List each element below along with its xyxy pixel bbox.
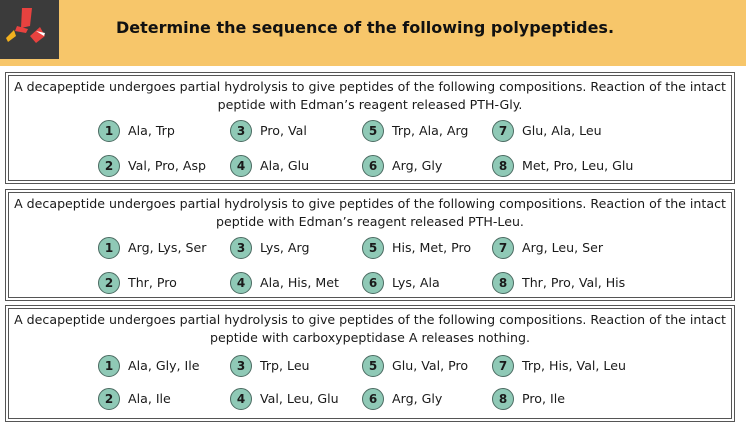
fragment-number-badge: 4 (230, 155, 252, 177)
problem-panel-1 (5, 72, 735, 184)
fragment-number-badge: 3 (230, 355, 252, 377)
fragment-number-badge: 7 (492, 120, 514, 142)
fragment-composition: Pro, Ile (522, 391, 565, 406)
fragment-composition: Val, Leu, Glu (260, 391, 339, 406)
fragment-number-badge: 2 (98, 388, 120, 410)
fragment-number-badge: 1 (98, 120, 120, 142)
fragment-composition: Ala, Ile (128, 391, 171, 406)
fragment-composition: Pro, Val (260, 123, 307, 138)
problem-statement: A decapeptide undergoes partial hydrolysis to give peptides of the following compositions. Reaction of the intact peptide with Edman’s reagent released PTH-Gly. (14, 79, 726, 112)
fragment-number-badge: 3 (230, 237, 252, 259)
title-banner (0, 0, 746, 66)
fragment-composition: Thr, Pro, Val, His (522, 275, 626, 290)
fragment-number-badge: 2 (98, 272, 120, 294)
problem-panel-3 (5, 305, 735, 422)
fragment-number-badge: 8 (492, 272, 514, 294)
fragment-number-badge: 8 (492, 155, 514, 177)
fragment-composition: Glu, Ala, Leu (522, 123, 602, 138)
fragment-composition: Val, Pro, Asp (128, 158, 207, 173)
fragment-number-badge: 4 (230, 272, 252, 294)
fragment-number-badge: 5 (362, 120, 384, 142)
fragment-composition: Trp, Ala, Arg (392, 123, 469, 138)
fragment-composition: Ala, Glu (260, 158, 310, 173)
fragment-number-badge: 3 (230, 120, 252, 142)
fragment-number-badge: 7 (492, 355, 514, 377)
fragment-composition: Lys, Ala (392, 275, 440, 290)
fragment-number-badge: 6 (362, 388, 384, 410)
fragment-composition: His, Met, Pro (392, 240, 472, 255)
fragment-composition: Glu, Val, Pro (392, 358, 469, 373)
fragment-composition: Arg, Lys, Ser (128, 240, 207, 255)
fragment-number-badge: 5 (362, 355, 384, 377)
fragment-number-badge: 1 (98, 237, 120, 259)
fragment-number-badge: 4 (230, 388, 252, 410)
page-title: Determine the sequence of the following polypeptides. (115, 18, 615, 37)
fragment-composition: Lys, Arg (260, 240, 310, 255)
problem-statement: A decapeptide undergoes partial hydrolysis to give peptides of the following compositions. Reaction of the intact peptide with Edman’s reagent released PTH-Leu. (14, 196, 726, 229)
problem-panel-2 (5, 189, 735, 301)
fragment-number-badge: 5 (362, 237, 384, 259)
problem-statement: A decapeptide undergoes partial hydrolysis to give peptides of the following compositions. Reaction of the intact peptide with carboxypeptidase A releases nothing. (14, 312, 726, 345)
fragment-number-badge: 6 (362, 155, 384, 177)
fragment-composition: Ala, His, Met (260, 275, 339, 290)
fragment-composition: Met, Pro, Leu, Glu (522, 158, 634, 173)
fragment-composition: Arg, Leu, Ser (522, 240, 604, 255)
fragment-composition: Trp, His, Val, Leu (522, 358, 626, 373)
fragment-composition: Trp, Leu (260, 358, 310, 373)
fragment-composition: Thr, Pro (128, 275, 177, 290)
fragment-number-badge: 2 (98, 155, 120, 177)
fragment-number-badge: 1 (98, 355, 120, 377)
logo-icon (0, 0, 59, 59)
fragment-composition: Ala, Gly, Ile (128, 358, 200, 373)
fragment-number-badge: 8 (492, 388, 514, 410)
fragment-number-badge: 6 (362, 272, 384, 294)
fragment-composition: Arg, Gly (392, 391, 443, 406)
fragment-composition: Arg, Gly (392, 158, 443, 173)
fragment-number-badge: 7 (492, 237, 514, 259)
fragment-composition: Ala, Trp (128, 123, 175, 138)
